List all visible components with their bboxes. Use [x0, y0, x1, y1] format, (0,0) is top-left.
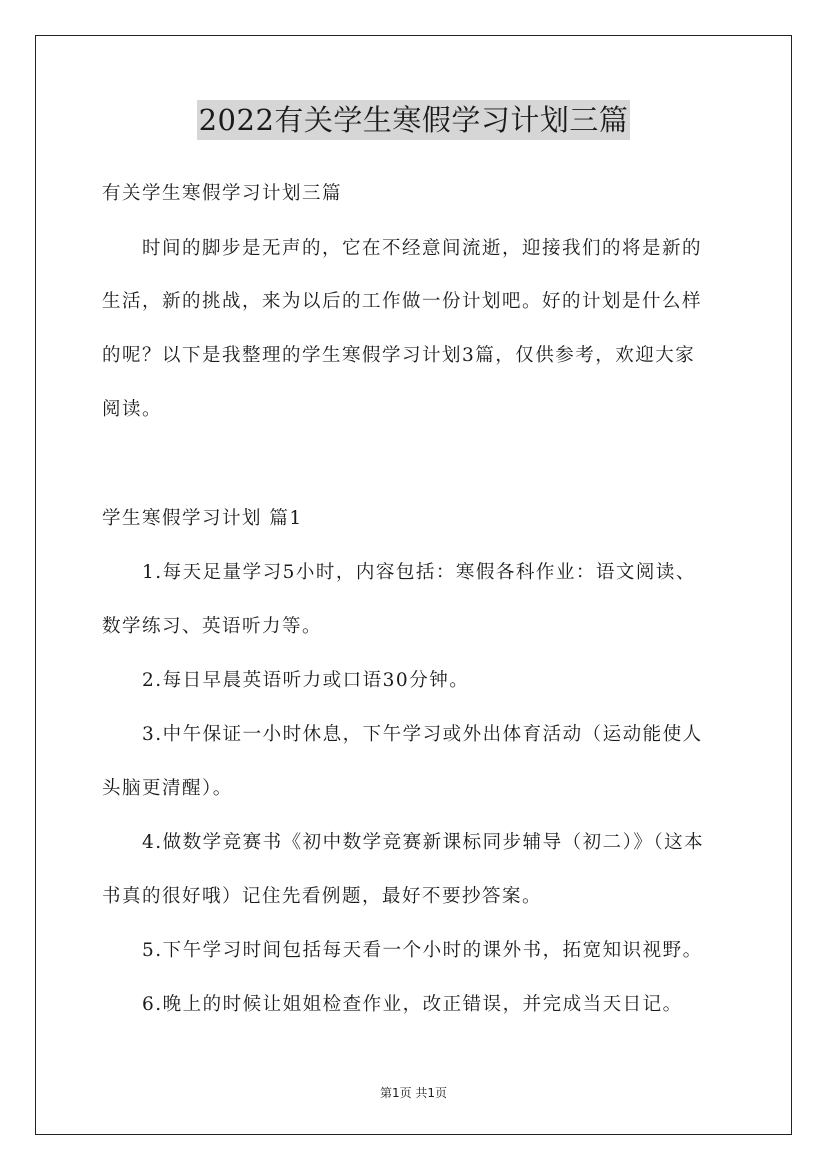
intro-line: 的呢？以下是我整理的学生寒假学习计划3篇，仅供参考，欢迎大家	[102, 345, 696, 366]
plan-line: 书真的很好哦）记住先看例题，最好不要抄答案。	[102, 886, 543, 907]
title-container	[0, 100, 827, 140]
plan-line: 5.下午学习时间包括每天看一个小时的课外书，拓宽知识视野。	[142, 940, 703, 961]
plan-line: 4.做数学竞赛书《初中数学竞赛新课标同步辅导（初二）》（这本	[142, 832, 705, 853]
intro-line: 阅读。	[102, 399, 163, 420]
plan-line: 数学练习、英语听力等。	[102, 616, 323, 637]
page-number-footer: 第1页 共1页	[379, 1086, 448, 1100]
plan-line: 2.每日早晨英语听力或口语30分钟。	[142, 670, 470, 691]
intro-line: 生活，新的挑战，来为以后的工作做一份计划吧。好的计划是什么样	[102, 291, 703, 312]
section-heading: 学生寒假学习计划 篇1	[102, 508, 303, 529]
intro-line: 时间的脚步是无声的，它在不经意间流逝，迎接我们的将是新的	[142, 238, 703, 259]
document-title: 2022有关学生寒假学习计划三篇	[197, 100, 631, 140]
plan-line: 1.每天足量学习5小时，内容包括：寒假各科作业：语文阅读、	[142, 562, 696, 583]
plan-line: 头脑更清醒）。	[102, 778, 233, 799]
plan-line: 6.晚上的时候让姐姐检查作业，改正错误，并完成当天日记。	[142, 994, 683, 1015]
document-subtitle: 有关学生寒假学习计划三篇	[102, 183, 343, 204]
plan-line: 3.中午保证一小时休息，下午学习或外出体育活动（运动能使人	[142, 724, 703, 745]
